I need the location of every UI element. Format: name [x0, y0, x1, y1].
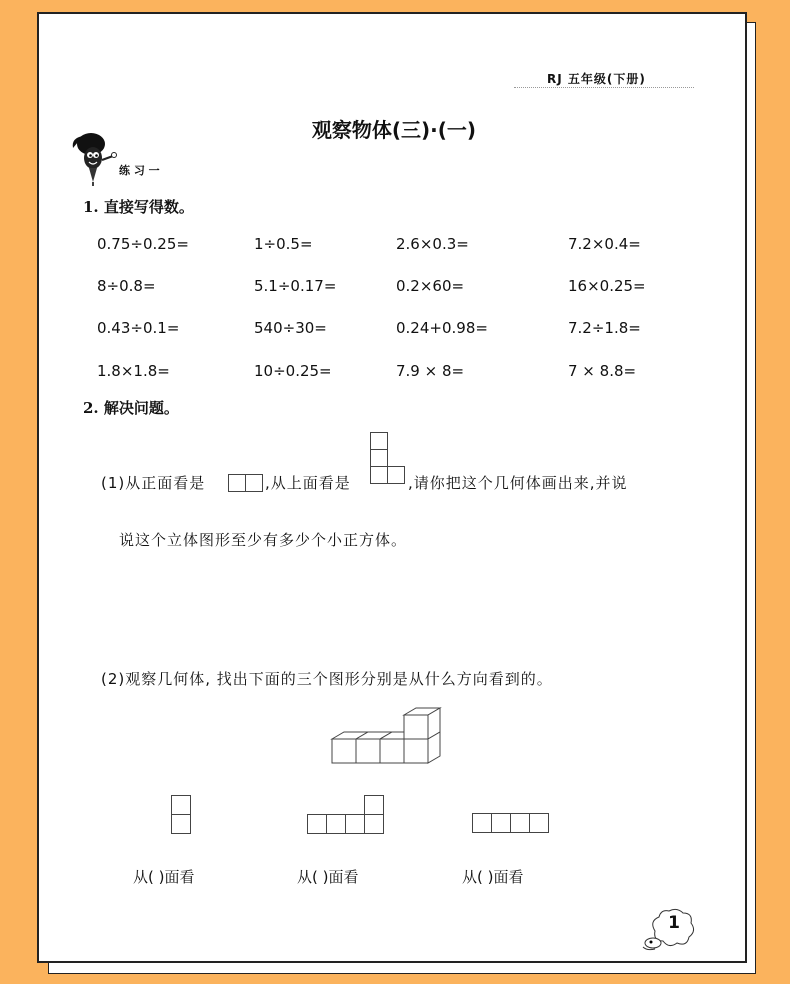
q1-text-line2: 说这个立体图形至少有多少个小正方体。	[119, 531, 408, 549]
section1-heading: 1. 直接写得数。	[83, 198, 194, 216]
view-label: 从( )面看	[462, 868, 524, 886]
q1-text-a: (1)从正面看是	[101, 474, 206, 492]
view-figure-a	[171, 795, 191, 835]
front-view-figure	[228, 474, 264, 492]
problem: 540÷30=	[254, 319, 327, 337]
problem: 0.75÷0.25=	[97, 235, 189, 253]
q2-text: (2)观察几何体, 找出下面的三个图形分别是从什么方向看到的。	[101, 670, 553, 688]
view-figure-b	[307, 795, 387, 835]
problem: 7.9 × 8=	[396, 362, 465, 380]
problem: 10÷0.25=	[254, 362, 332, 380]
problem: 0.2×60=	[396, 277, 465, 295]
problem: 7.2×0.4=	[568, 235, 641, 253]
view-label: 从( )面看	[297, 868, 359, 886]
cube-solid-figure	[322, 704, 442, 774]
page-number-badge	[639, 907, 699, 957]
problem: 1.8×1.8=	[97, 362, 170, 380]
book-series-label: RJ 五年级(下册)	[547, 72, 646, 86]
problem: 0.24+0.98=	[396, 319, 488, 337]
q1-text-c: ,请你把这个几何体画出来,并说	[408, 474, 628, 492]
header-rule	[514, 87, 694, 88]
problem: 8÷0.8=	[97, 277, 156, 295]
problem: 7.2÷1.8=	[568, 319, 641, 337]
problem: 1÷0.5=	[254, 235, 313, 253]
practice-label: 练 习 一	[119, 164, 160, 177]
section2-heading: 2. 解决问题。	[83, 399, 179, 417]
top-view-figure	[370, 432, 408, 494]
view-figure-c	[472, 813, 552, 834]
problem: 0.43÷0.1=	[97, 319, 180, 337]
page-number: 1	[668, 913, 680, 933]
problem: 5.1÷0.17=	[254, 277, 337, 295]
mascot-icon	[69, 126, 121, 188]
q1-text-b: ,从上面看是	[265, 474, 351, 492]
worksheet-page	[37, 12, 747, 963]
view-label: 从( )面看	[133, 868, 195, 886]
problem: 2.6×0.3=	[396, 235, 469, 253]
page-title: 观察物体(三)·(一)	[311, 118, 477, 142]
problem: 16×0.25=	[568, 277, 646, 295]
problem: 7 × 8.8=	[568, 362, 637, 380]
